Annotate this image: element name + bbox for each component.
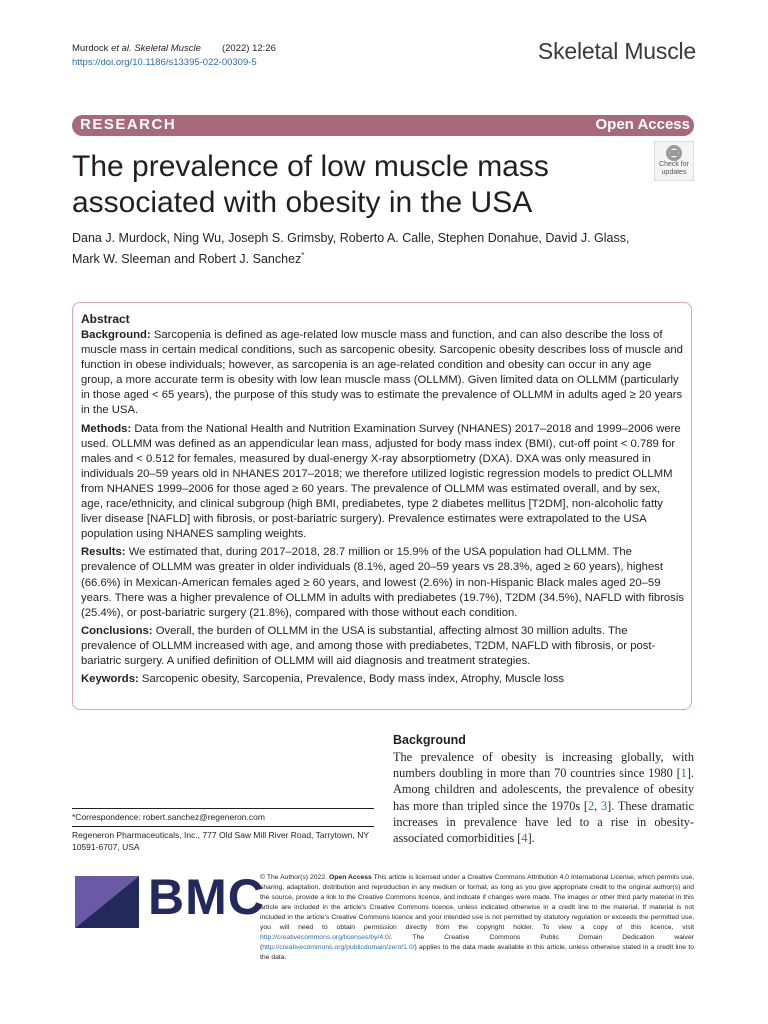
public-domain-link[interactable]: http://creativecommons.org/publicdomain/zero/1.0/: [262, 944, 415, 951]
footnote-divider: [72, 826, 374, 827]
reference-link[interactable]: 1: [680, 766, 687, 781]
abstract-results: Results: We estimated that, during 2017–2018, 28.7 million or 15.9% of the USA population had OLLMM. The prevalence of OLLMM was greater in older individuals (8.1%, aged 20–59 years vs 28.3%, aged ≥ 60 years), highest (66.6%) in Mexican-American females aged ≥ 60 years, and lowest (2.6%) in non-Hispanic Black males aged 20–59 years. There was a higher prevalence of OLLMM in adults with prediabetes (19.7%), T2DM (34.5%), NAFLD with fibrosis (25.4%), or post-bariatric surgery (21.8%), compared with those without each condition.: [81, 546, 684, 619]
citation-journal: Skeletal Muscle: [134, 43, 201, 54]
citation-year-volume: (2022) 12:26: [221, 43, 276, 54]
open-access-label: Open Access: [595, 116, 690, 133]
bmc-logo-text: BMC: [148, 869, 265, 925]
article-type-bar: [72, 115, 694, 136]
reference-link[interactable]: 2: [588, 798, 595, 813]
journal-name: Skeletal Muscle: [537, 38, 696, 64]
doi-link[interactable]: https://doi.org/10.1186/s13395-022-00309-5: [72, 57, 257, 68]
authors-line-2: Mark W. Sleeman and Robert J. Sanchez: [72, 252, 302, 267]
citation-etal: et al.: [111, 43, 132, 54]
section-heading-background: Background: [393, 733, 466, 747]
reference-link[interactable]: 4: [521, 831, 528, 846]
authors-line-1: Dana J. Murdock, Ning Wu, Joseph S. Grimsby, Roberto A. Calle, Stephen Donahue, David J. Glass,: [72, 231, 630, 245]
citation-line: [72, 42, 276, 70]
abstract-background: Background: Sarcopenia is defined as age-related low muscle mass and function, and can also describe the loss of muscle mass in certain medical conditions, such as sarcopenic obesity. Sarcopenic obesity describes loss of muscle and function in obese individuals; however, as sarcopenia is an age-related condition and obesity can occur in any age group, a more accurate term is obesity with low lean muscle mass (OLLMM). Given limited data on OLLMM (particularly in those aged < 65 years), the purpose of this study was to estimate the prevalence of OLLMM in adults aged ≥ 20 years in the USA.: [81, 329, 683, 417]
background-paragraph: The prevalence of obesity is increasing globally, with numbers doubling in more than 70 countries since 1980 [1]. Among children and adolescents, the prevalence of obesity has more than tripled since the 1970s [2, 3]. These dramatic increases in prevalence have led to a rise in obesity-associated comorbidities [4].: [393, 750, 694, 846]
article-type-label: RESEARCH: [80, 116, 177, 133]
abstract-keywords: Keywords: Sarcopenic obesity, Sarcopenia, Prevalence, Body mass index, Atrophy, Muscle loss: [81, 673, 565, 686]
footnote-divider: [72, 808, 374, 809]
bmc-logo-icon: [75, 876, 139, 928]
license-link[interactable]: http://creativecommons.org/licenses/by/4.0/: [260, 934, 391, 941]
abstract-methods: Methods: Data from the National Health and Nutrition Examination Survey (NHANES) 2017–2018 and 1999–2006 were used. OLLMM was defined as an appendicular lean mass, adjusted for body mass index (BMI), cut-off point < 0.789 for males and < 0.512 for females, measured by dual-energy X-ray absorptiometry (DXA). DXA was only measured in individuals 20–59 years old in NHANES 2017–2018; we therefore utilized logistic regression models to predict OLLMM from NHANES 1999–2006 for those aged ≥ 60 years. The prevalence of OLLMM was estimated overall, and by sex, age, race/ethnicity, and clinical subgroup (high BMI, prediabetes, type 2 diabetes mellitus [T2DM], non-alcoholic fatty liver disease [NAFLD] with fibrosis, or post-bariatric surgery). Prevalence estimates were extrapolated to the USA population using NHANES sampling weights.: [81, 422, 681, 541]
abstract-heading: Abstract: [81, 312, 130, 326]
license-statement: © The Author(s) 2022. Open Access This article is licensed under a Creative Commons Attribution 4.0 International License, which permits use, sharing, adaptation, distribution and reproduction in any medium or format, as long as you give appropriate credit to the original author(s) and the source, provide a link to the Creative Commons licence, and indicate if changes were made. The images or other third party material in this article are included in the article's Creative Commons licence, unless indicated otherwise in a credit line to the material. If material is not included in the article's Creative Commons licence and your intended use is not permitted by statutory regulation or exceeds the permitted use, you will need to obtain permission directly from the copyright holder. To view a copy of this licence, visit http://creativecommons.org/licenses/by/4.0/. The Creative Commons Public Domain Dedication waiver (http://creativecommons.org/publicdomain/zero/1.0/) applies to the data made available in this article, unless otherwise stated in a credit line to the data.: [260, 874, 695, 961]
corresponding-author-mark: *: [301, 251, 305, 260]
affiliation-note: Regeneron Pharmaceuticals, Inc., 777 Old Saw Mill River Road, Tarrytown, NY 10591-6707, USA: [72, 830, 369, 852]
check-for-updates-label: Check for updates: [659, 161, 689, 176]
reference-link[interactable]: 3: [601, 798, 608, 813]
correspondence-note: *Correspondence: robert.sanchez@regeneron.com: [72, 812, 265, 822]
author-list: [72, 230, 692, 268]
abstract-conclusions: Conclusions: Overall, the burden of OLLMM in the USA is substantial, affecting almost 30 million adults. The prevalence of OLLMM increased with age, and among those with prediabetes, T2DM, NAFLD with fibrosis, or post-bariatric surgery. A unified definition of OLLMM will aid diagnosis and treatment strategies.: [81, 624, 656, 667]
article-title: The prevalence of low muscle mass associated with obesity in the USA: [72, 150, 549, 219]
abstract-content: [81, 311, 684, 690]
citation-authors: Murdock: [72, 43, 109, 54]
